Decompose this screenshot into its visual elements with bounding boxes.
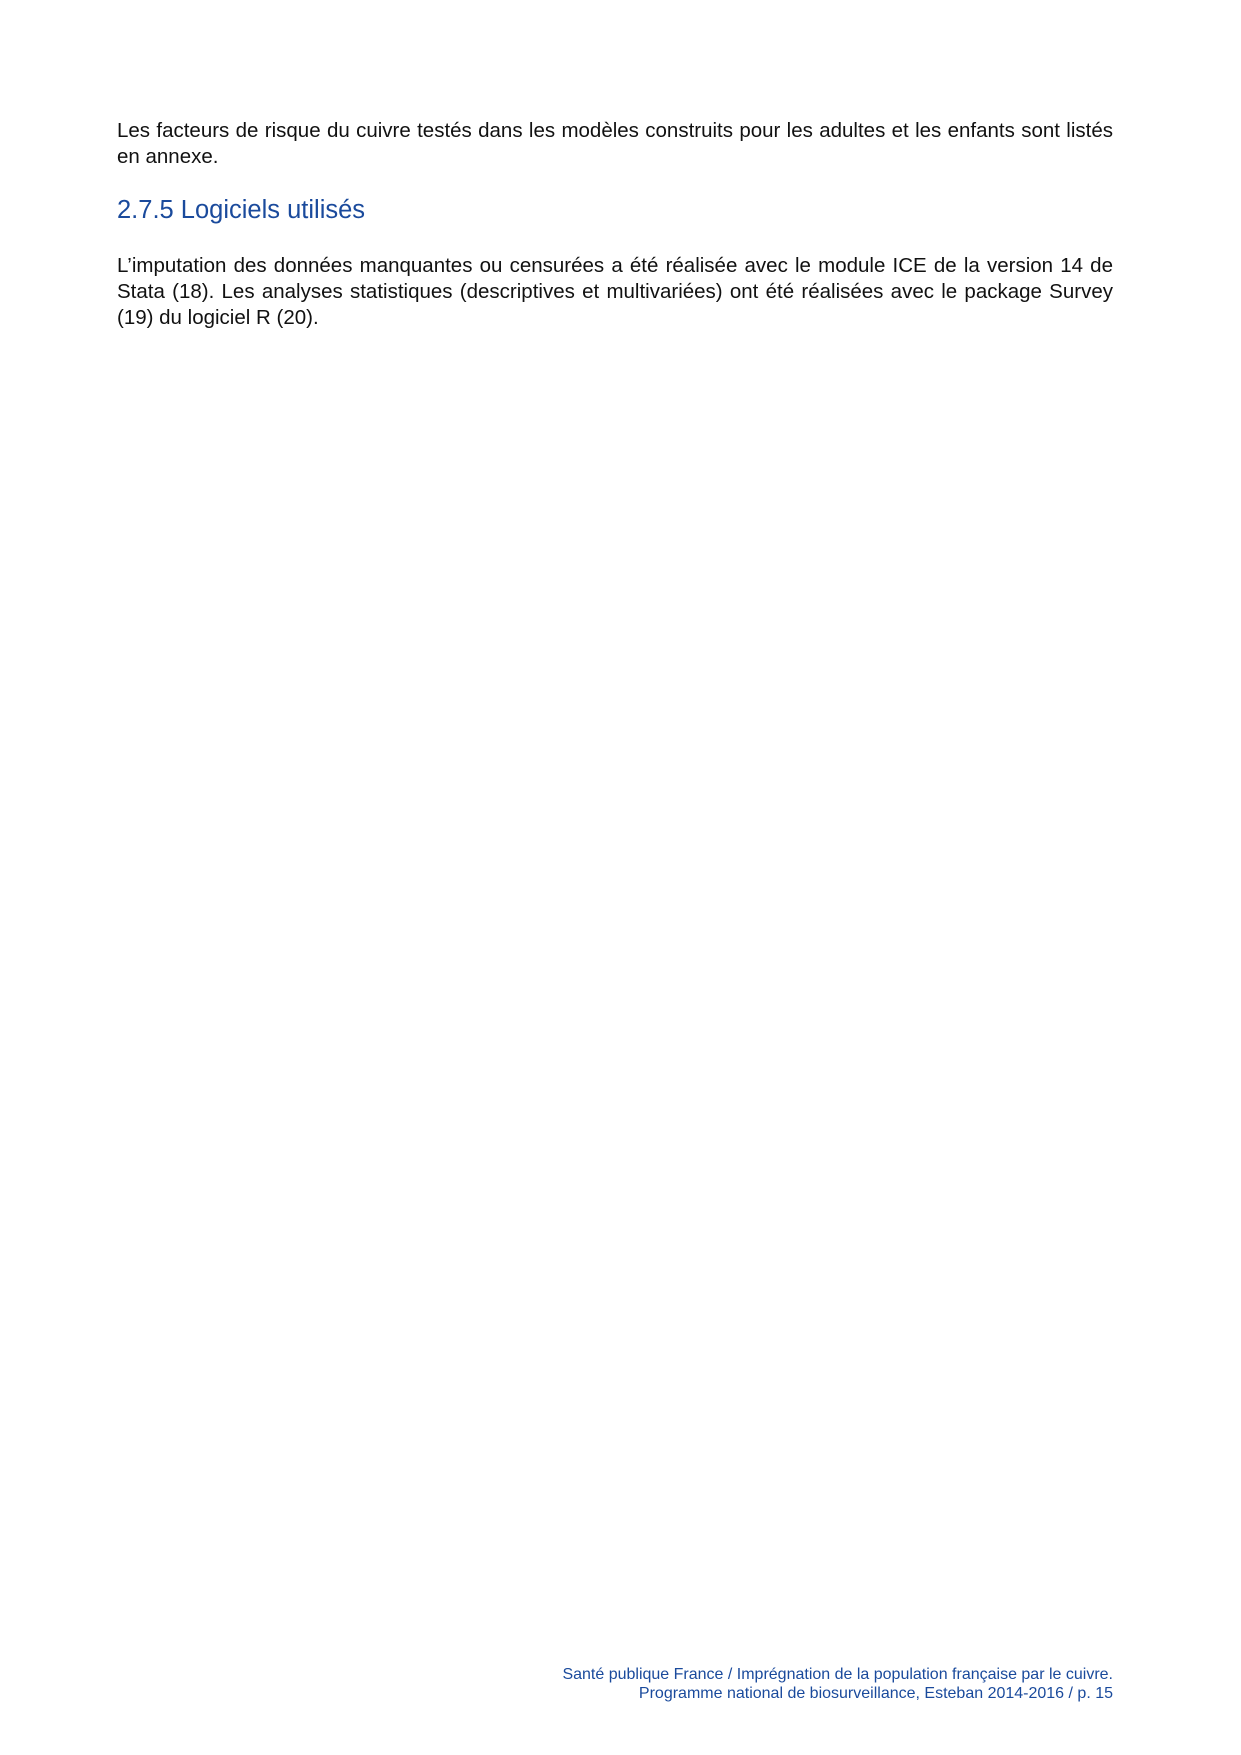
section-heading: 2.7.5 Logiciels utilisés	[117, 196, 366, 224]
page-footer	[562, 1665, 1113, 1703]
footer-line-2: Programme national de biosurveillance, Esteban 2014-2016 / p. 15	[638, 1685, 1113, 1702]
paragraph-software: L’imputation des données manquantes ou censurées a été réalisée avec le module ICE de la version 14 de Stata (18). Les analyses statistiques (descriptives et multivariées) ont été réalisées avec le package Survey (19) du logiciel R (20).	[117, 254, 1113, 329]
paragraph-risk-factors: Les facteurs de risque du cuivre testés dans les modèles construits pour les adultes et les enfants sont listés en annexe.	[117, 119, 1113, 168]
footer-line-1: Santé publique France / Imprégnation de la population française par le cuivre.	[562, 1666, 1113, 1683]
